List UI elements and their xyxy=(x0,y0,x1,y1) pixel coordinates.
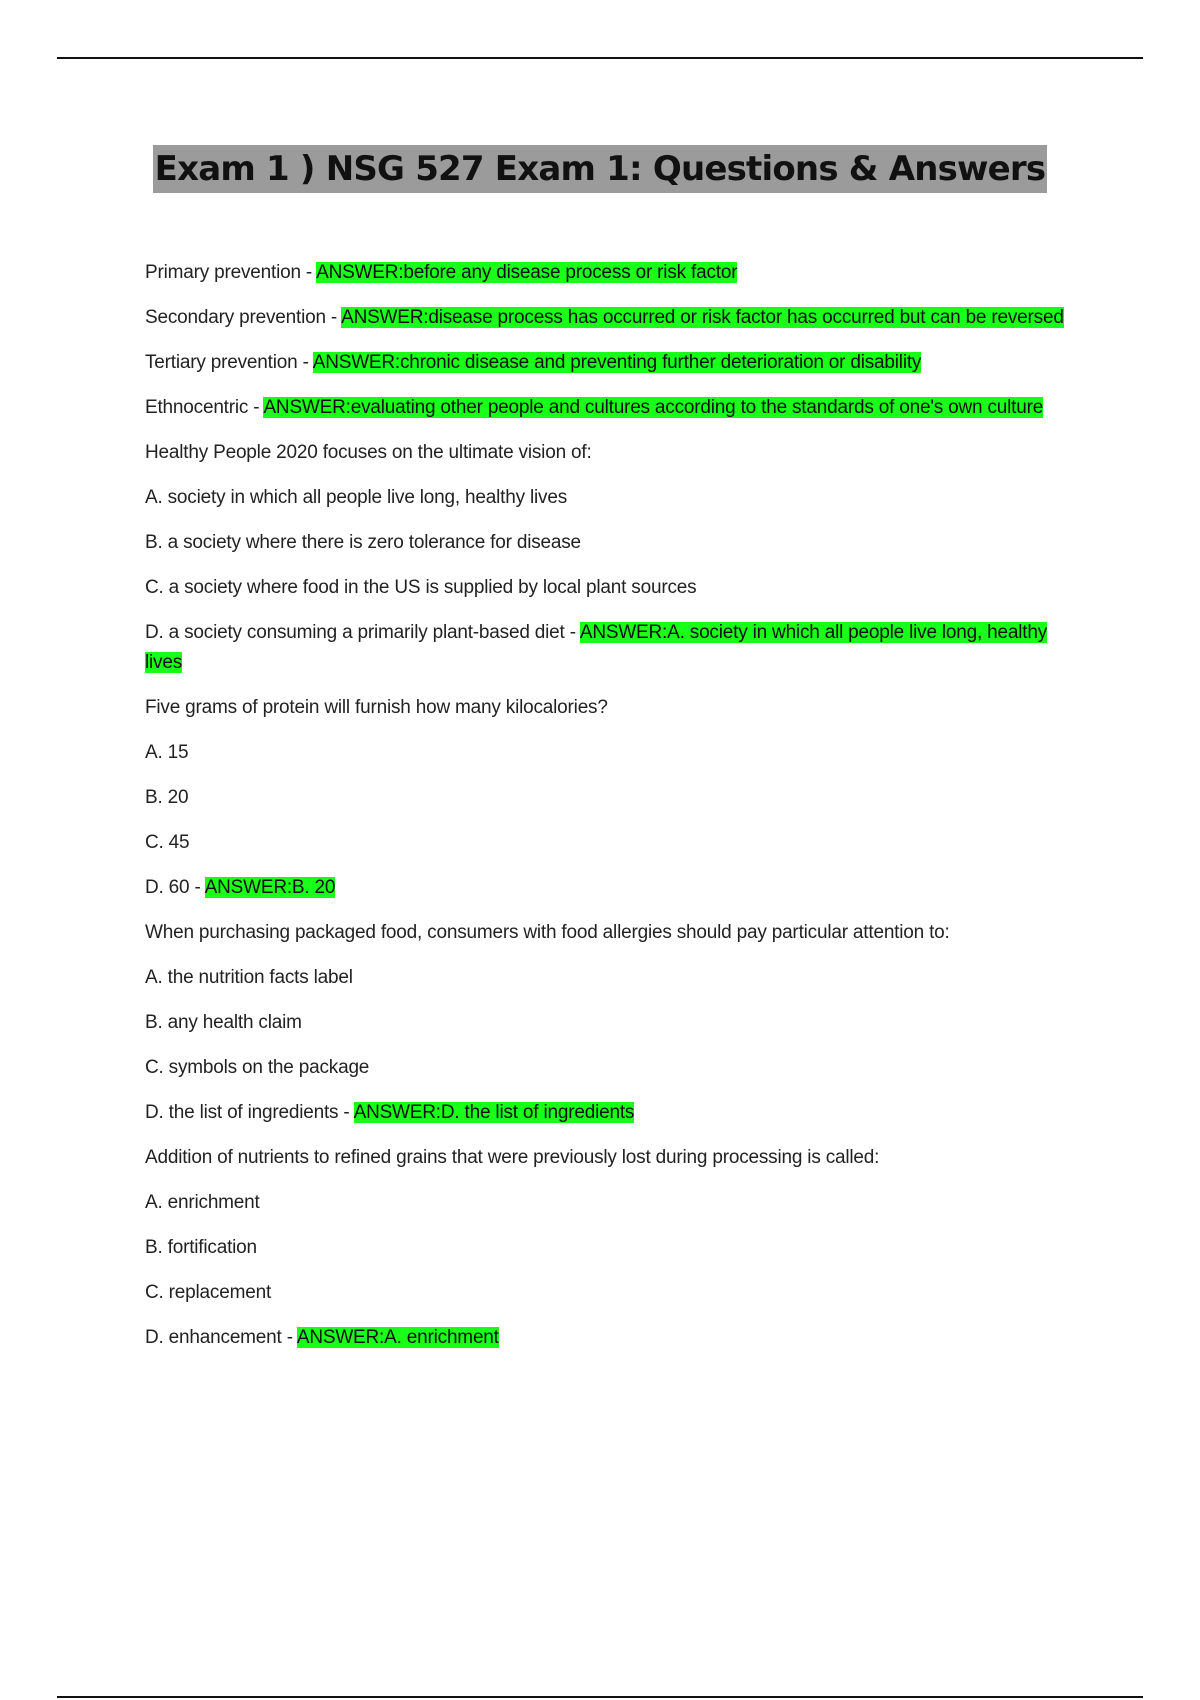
answer-highlight: ANSWER:before any disease process or risk factor xyxy=(316,262,738,283)
footer-rule xyxy=(57,1696,1143,1698)
option-d xyxy=(145,618,1065,678)
option-b: B. 20 xyxy=(145,787,189,808)
paragraph-text: Ethnocentric - xyxy=(145,397,264,418)
option-a: A. the nutrition facts label xyxy=(145,967,353,988)
option-b: B. fortification xyxy=(145,1237,257,1258)
option-d xyxy=(145,873,1065,903)
paragraph-text: D. a society consuming a primarily plant-based diet - xyxy=(145,622,580,643)
question-food-allergies: When purchasing packaged food, consumers with food allergies should pay particular attention to: xyxy=(145,922,950,943)
question-list xyxy=(145,258,1065,1368)
option-a: A. enrichment xyxy=(145,1192,260,1213)
option-c: C. replacement xyxy=(145,1282,272,1303)
option-d xyxy=(145,1323,1065,1353)
question-healthy-people: Healthy People 2020 focuses on the ultimate vision of: xyxy=(145,442,592,463)
option-a: A. society in which all people live long, healthy lives xyxy=(145,487,568,508)
paragraph-secondary-prevention xyxy=(145,303,1065,333)
option-a: A. 15 xyxy=(145,742,189,763)
paragraph-tertiary-prevention xyxy=(145,348,1065,378)
question-enrichment: Addition of nutrients to refined grains that were previously lost during processing is called: xyxy=(145,1147,880,1168)
option-b: B. a society where there is zero tolerance for disease xyxy=(145,532,581,553)
answer-highlight: ANSWER:A. society in which all people live long, healthy lives xyxy=(145,622,1048,673)
answer-highlight: ANSWER:evaluating other people and cultures according to the standards of one's own culture xyxy=(263,397,1044,418)
paragraph-text: Primary prevention - xyxy=(145,262,317,283)
paragraph-text: Tertiary prevention - xyxy=(145,352,313,373)
answer-highlight: ANSWER:A. enrichment xyxy=(296,1327,499,1348)
option-c: C. symbols on the package xyxy=(145,1057,370,1078)
paragraph-text: D. enhancement - xyxy=(145,1327,297,1348)
document-title: Exam 1 ) NSG 527 Exam 1: Questions & Answers xyxy=(153,145,1048,193)
paragraph-text: D. the list of ingredients - xyxy=(145,1102,354,1123)
answer-highlight: ANSWER:chronic disease and preventing further deterioration or disability xyxy=(312,352,922,373)
header-rule xyxy=(57,57,1143,59)
option-b: B. any health claim xyxy=(145,1012,302,1033)
paragraph-primary-prevention xyxy=(145,258,1065,288)
option-d xyxy=(145,1098,1065,1128)
option-c: C. 45 xyxy=(145,832,190,853)
answer-highlight: ANSWER:D. the list of ingredients xyxy=(353,1102,635,1123)
answer-highlight: ANSWER:B. 20 xyxy=(204,877,336,898)
answer-highlight: ANSWER:disease process has occurred or risk factor has occurred but can be reversed xyxy=(341,307,1064,328)
paragraph-ethnocentric xyxy=(145,393,1065,423)
paragraph-text: D. 60 - xyxy=(145,877,205,898)
paragraph-text: Secondary prevention - xyxy=(145,307,342,328)
option-c: C. a society where food in the US is supplied by local plant sources xyxy=(145,577,697,598)
title-container xyxy=(0,145,1200,193)
question-protein: Five grams of protein will furnish how many kilocalories? xyxy=(145,697,608,718)
